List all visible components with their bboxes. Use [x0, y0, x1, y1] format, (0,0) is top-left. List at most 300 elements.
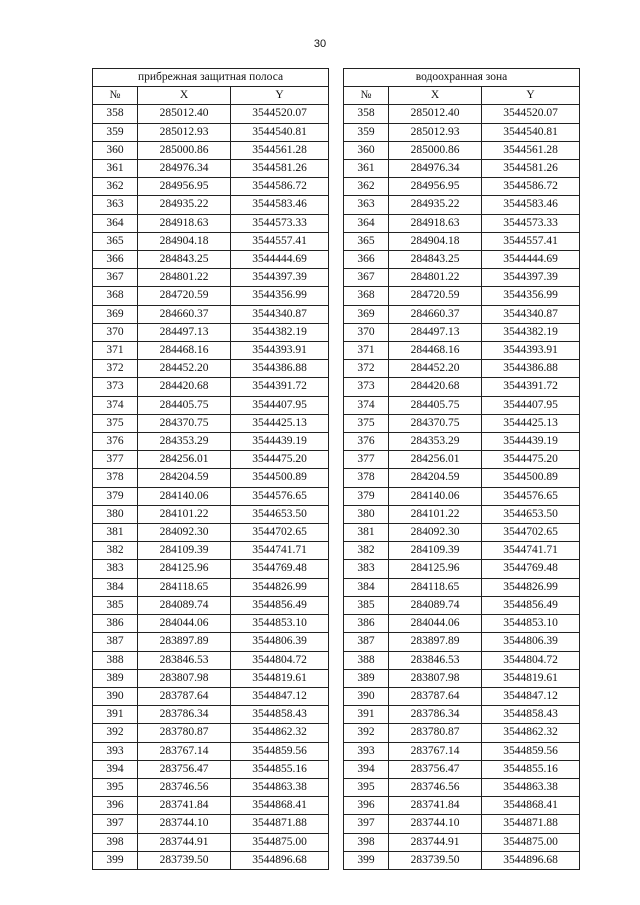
y-coordinate-cell: 3544439.19 [482, 433, 580, 451]
x-coordinate-cell: 283846.53 [138, 651, 231, 669]
y-coordinate-cell: 3544855.16 [482, 760, 580, 778]
table-row [344, 724, 580, 742]
table-row [344, 742, 580, 760]
point-number-cell: 374 [93, 396, 138, 414]
column-header-y: Y [482, 87, 580, 105]
point-number-cell: 381 [344, 524, 389, 542]
y-coordinate-cell: 3544573.33 [231, 214, 329, 232]
point-number-cell: 358 [93, 105, 138, 123]
x-coordinate-cell: 284256.01 [138, 451, 231, 469]
y-coordinate-cell: 3544439.19 [231, 433, 329, 451]
point-number-cell: 372 [93, 360, 138, 378]
y-coordinate-cell: 3544340.87 [231, 305, 329, 323]
y-coordinate-cell: 3544425.13 [482, 414, 580, 432]
table-row [344, 833, 580, 851]
x-coordinate-cell: 283756.47 [389, 760, 482, 778]
x-coordinate-cell: 284935.22 [138, 196, 231, 214]
table-body [344, 105, 580, 870]
y-coordinate-cell: 3544702.65 [482, 524, 580, 542]
point-number-cell: 362 [93, 178, 138, 196]
table-row [93, 323, 329, 341]
table-row [344, 323, 580, 341]
y-coordinate-cell: 3544500.89 [482, 469, 580, 487]
point-number-cell: 398 [93, 833, 138, 851]
table-row [93, 305, 329, 323]
y-coordinate-cell: 3544540.81 [482, 123, 580, 141]
column-header-x: X [389, 87, 482, 105]
x-coordinate-cell: 284101.22 [138, 505, 231, 523]
x-coordinate-cell: 285000.86 [138, 141, 231, 159]
point-number-cell: 359 [344, 123, 389, 141]
point-number-cell: 371 [344, 342, 389, 360]
point-number-cell: 367 [344, 269, 389, 287]
table-row [344, 542, 580, 560]
table-title: прибрежная защитная полоса [93, 69, 329, 87]
table-row [93, 851, 329, 869]
table-row [344, 214, 580, 232]
table-row [93, 687, 329, 705]
x-coordinate-cell: 283780.87 [138, 724, 231, 742]
y-coordinate-cell: 3544856.49 [482, 596, 580, 614]
table-row [93, 833, 329, 851]
point-number-cell: 392 [344, 724, 389, 742]
point-number-cell: 379 [93, 487, 138, 505]
point-number-cell: 366 [344, 251, 389, 269]
y-coordinate-cell: 3544741.71 [482, 542, 580, 560]
y-coordinate-cell: 3544819.61 [231, 669, 329, 687]
table-row [93, 414, 329, 432]
y-coordinate-cell: 3544859.56 [231, 742, 329, 760]
y-coordinate-cell: 3544561.28 [482, 141, 580, 159]
table-row [344, 633, 580, 651]
point-number-cell: 393 [93, 742, 138, 760]
point-number-cell: 360 [344, 141, 389, 159]
y-coordinate-cell: 3544855.16 [231, 760, 329, 778]
y-coordinate-cell: 3544397.39 [231, 269, 329, 287]
y-coordinate-cell: 3544397.39 [482, 269, 580, 287]
x-coordinate-cell: 284405.75 [389, 396, 482, 414]
y-coordinate-cell: 3544386.88 [482, 360, 580, 378]
y-coordinate-cell: 3544386.88 [231, 360, 329, 378]
point-number-cell: 365 [93, 232, 138, 250]
point-number-cell: 387 [344, 633, 389, 651]
point-number-cell: 391 [93, 706, 138, 724]
x-coordinate-cell: 284405.75 [138, 396, 231, 414]
water-protection-zone-table [343, 68, 580, 870]
point-number-cell: 392 [93, 724, 138, 742]
table-row [93, 396, 329, 414]
y-coordinate-cell: 3544557.41 [231, 232, 329, 250]
point-number-cell: 362 [344, 178, 389, 196]
point-number-cell: 368 [93, 287, 138, 305]
x-coordinate-cell: 283807.98 [389, 669, 482, 687]
x-coordinate-cell: 283744.10 [389, 815, 482, 833]
table-row [93, 214, 329, 232]
y-coordinate-cell: 3544586.72 [231, 178, 329, 196]
table-row [93, 287, 329, 305]
table-row [344, 451, 580, 469]
y-coordinate-cell: 3544856.49 [231, 596, 329, 614]
table-row [93, 778, 329, 796]
point-number-cell: 372 [344, 360, 389, 378]
table-row [93, 141, 329, 159]
x-coordinate-cell: 284843.25 [138, 251, 231, 269]
column-header-number: № [344, 87, 389, 105]
table-row [344, 524, 580, 542]
x-coordinate-cell: 283786.34 [389, 706, 482, 724]
table-row [93, 378, 329, 396]
table-row [93, 196, 329, 214]
table-row [93, 560, 329, 578]
y-coordinate-cell: 3544500.89 [231, 469, 329, 487]
table-row [93, 360, 329, 378]
x-coordinate-cell: 284976.34 [389, 160, 482, 178]
y-coordinate-cell: 3544868.41 [231, 797, 329, 815]
y-coordinate-cell: 3544583.46 [482, 196, 580, 214]
x-coordinate-cell: 283744.91 [138, 833, 231, 851]
y-coordinate-cell: 3544806.39 [482, 633, 580, 651]
x-coordinate-cell: 283739.50 [138, 851, 231, 869]
page-number: 30 [313, 38, 327, 50]
point-number-cell: 387 [93, 633, 138, 651]
table-row [344, 360, 580, 378]
y-coordinate-cell: 3544862.32 [482, 724, 580, 742]
table-row [93, 487, 329, 505]
x-coordinate-cell: 284125.96 [138, 560, 231, 578]
x-coordinate-cell: 284118.65 [138, 578, 231, 596]
y-coordinate-cell: 3544847.12 [482, 687, 580, 705]
table-row [344, 778, 580, 796]
point-number-cell: 363 [344, 196, 389, 214]
point-number-cell: 389 [93, 669, 138, 687]
table-row [93, 105, 329, 123]
table-row [344, 706, 580, 724]
x-coordinate-cell: 284092.30 [138, 524, 231, 542]
x-coordinate-cell: 283746.56 [138, 778, 231, 796]
point-number-cell: 381 [93, 524, 138, 542]
table-row [344, 305, 580, 323]
table-row [93, 815, 329, 833]
table-row [344, 160, 580, 178]
y-coordinate-cell: 3544391.72 [482, 378, 580, 396]
y-coordinate-cell: 3544853.10 [482, 615, 580, 633]
x-coordinate-cell: 284420.68 [138, 378, 231, 396]
x-coordinate-cell: 284353.29 [138, 433, 231, 451]
point-number-cell: 384 [93, 578, 138, 596]
column-header-number: № [93, 87, 138, 105]
x-coordinate-cell: 285012.40 [138, 105, 231, 123]
point-number-cell: 361 [93, 160, 138, 178]
x-coordinate-cell: 285000.86 [389, 141, 482, 159]
point-number-cell: 380 [344, 505, 389, 523]
x-coordinate-cell: 285012.93 [138, 123, 231, 141]
y-coordinate-cell: 3544561.28 [231, 141, 329, 159]
y-coordinate-cell: 3544804.72 [482, 651, 580, 669]
point-number-cell: 364 [93, 214, 138, 232]
y-coordinate-cell: 3544520.07 [231, 105, 329, 123]
table-row [93, 615, 329, 633]
x-coordinate-cell: 284843.25 [389, 251, 482, 269]
point-number-cell: 379 [344, 487, 389, 505]
point-number-cell: 385 [93, 596, 138, 614]
point-number-cell: 378 [344, 469, 389, 487]
point-number-cell: 373 [93, 378, 138, 396]
table-row [344, 396, 580, 414]
y-coordinate-cell: 3544896.68 [231, 851, 329, 869]
x-coordinate-cell: 284935.22 [389, 196, 482, 214]
table-row [93, 542, 329, 560]
y-coordinate-cell: 3544425.13 [231, 414, 329, 432]
x-coordinate-cell: 284044.06 [138, 615, 231, 633]
point-number-cell: 394 [93, 760, 138, 778]
point-number-cell: 370 [93, 323, 138, 341]
point-number-cell: 388 [344, 651, 389, 669]
y-coordinate-cell: 3544769.48 [482, 560, 580, 578]
x-coordinate-cell: 284452.20 [389, 360, 482, 378]
table-row [93, 232, 329, 250]
table-row [344, 196, 580, 214]
x-coordinate-cell: 284720.59 [389, 287, 482, 305]
x-coordinate-cell: 284801.22 [389, 269, 482, 287]
table-row [344, 178, 580, 196]
table-row [344, 851, 580, 869]
x-coordinate-cell: 284976.34 [138, 160, 231, 178]
point-number-cell: 358 [344, 105, 389, 123]
y-coordinate-cell: 3544520.07 [482, 105, 580, 123]
table-row [344, 269, 580, 287]
table-row [344, 760, 580, 778]
table-row [344, 232, 580, 250]
table-row [344, 505, 580, 523]
y-coordinate-cell: 3544393.91 [231, 342, 329, 360]
point-number-cell: 371 [93, 342, 138, 360]
point-number-cell: 386 [344, 615, 389, 633]
x-coordinate-cell: 284109.39 [389, 542, 482, 560]
table-row [93, 160, 329, 178]
x-coordinate-cell: 283741.84 [138, 797, 231, 815]
point-number-cell: 389 [344, 669, 389, 687]
table-row [93, 797, 329, 815]
table-row [344, 596, 580, 614]
y-coordinate-cell: 3544573.33 [482, 214, 580, 232]
point-number-cell: 368 [344, 287, 389, 305]
table-row [93, 178, 329, 196]
table-row [93, 633, 329, 651]
x-coordinate-cell: 284956.95 [138, 178, 231, 196]
point-number-cell: 397 [93, 815, 138, 833]
x-coordinate-cell: 283744.10 [138, 815, 231, 833]
x-coordinate-cell: 284956.95 [389, 178, 482, 196]
y-coordinate-cell: 3544858.43 [482, 706, 580, 724]
point-number-cell: 390 [93, 687, 138, 705]
x-coordinate-cell: 283897.89 [389, 633, 482, 651]
x-coordinate-cell: 284468.16 [138, 342, 231, 360]
x-coordinate-cell: 284118.65 [389, 578, 482, 596]
x-coordinate-cell: 283846.53 [389, 651, 482, 669]
table-row [344, 378, 580, 396]
point-number-cell: 375 [93, 414, 138, 432]
y-coordinate-cell: 3544653.50 [231, 505, 329, 523]
table-row [344, 560, 580, 578]
point-number-cell: 398 [344, 833, 389, 851]
table-row [93, 596, 329, 614]
x-coordinate-cell: 284904.18 [138, 232, 231, 250]
x-coordinate-cell: 285012.93 [389, 123, 482, 141]
y-coordinate-cell: 3544868.41 [482, 797, 580, 815]
point-number-cell: 377 [344, 451, 389, 469]
table-row [344, 123, 580, 141]
point-number-cell: 388 [93, 651, 138, 669]
point-number-cell: 382 [93, 542, 138, 560]
y-coordinate-cell: 3544819.61 [482, 669, 580, 687]
x-coordinate-cell: 283787.64 [138, 687, 231, 705]
point-number-cell: 385 [344, 596, 389, 614]
y-coordinate-cell: 3544858.43 [231, 706, 329, 724]
table-row [93, 724, 329, 742]
table-row [344, 687, 580, 705]
y-coordinate-cell: 3544444.69 [482, 251, 580, 269]
y-coordinate-cell: 3544847.12 [231, 687, 329, 705]
y-coordinate-cell: 3544875.00 [231, 833, 329, 851]
point-number-cell: 360 [93, 141, 138, 159]
point-number-cell: 399 [93, 851, 138, 869]
point-number-cell: 376 [344, 433, 389, 451]
point-number-cell: 393 [344, 742, 389, 760]
x-coordinate-cell: 284720.59 [138, 287, 231, 305]
table-row [344, 342, 580, 360]
x-coordinate-cell: 284497.13 [138, 323, 231, 341]
point-number-cell: 386 [93, 615, 138, 633]
x-coordinate-cell: 284904.18 [389, 232, 482, 250]
y-coordinate-cell: 3544586.72 [482, 178, 580, 196]
x-coordinate-cell: 284204.59 [389, 469, 482, 487]
y-coordinate-cell: 3544407.95 [231, 396, 329, 414]
table-row [344, 487, 580, 505]
y-coordinate-cell: 3544896.68 [482, 851, 580, 869]
y-coordinate-cell: 3544806.39 [231, 633, 329, 651]
point-number-cell: 383 [93, 560, 138, 578]
y-coordinate-cell: 3544475.20 [482, 451, 580, 469]
coastal-protection-strip-table [92, 68, 329, 870]
y-coordinate-cell: 3544702.65 [231, 524, 329, 542]
table-row [344, 815, 580, 833]
table-title: водоохранная зона [344, 69, 580, 87]
y-coordinate-cell: 3544581.26 [482, 160, 580, 178]
table-row [344, 105, 580, 123]
table-row [93, 433, 329, 451]
x-coordinate-cell: 284370.75 [389, 414, 482, 432]
table-row [93, 123, 329, 141]
x-coordinate-cell: 284918.63 [389, 214, 482, 232]
point-number-cell: 394 [344, 760, 389, 778]
y-coordinate-cell: 3544769.48 [231, 560, 329, 578]
table-row [93, 451, 329, 469]
point-number-cell: 384 [344, 578, 389, 596]
table-row [344, 615, 580, 633]
table-row [344, 287, 580, 305]
point-number-cell: 380 [93, 505, 138, 523]
y-coordinate-cell: 3544382.19 [482, 323, 580, 341]
x-coordinate-cell: 283744.91 [389, 833, 482, 851]
y-coordinate-cell: 3544826.99 [231, 578, 329, 596]
table-row [93, 578, 329, 596]
x-coordinate-cell: 284140.06 [138, 487, 231, 505]
table-row [93, 469, 329, 487]
point-number-cell: 374 [344, 396, 389, 414]
point-number-cell: 399 [344, 851, 389, 869]
table-row [93, 269, 329, 287]
y-coordinate-cell: 3544382.19 [231, 323, 329, 341]
x-coordinate-cell: 285012.40 [389, 105, 482, 123]
point-number-cell: 396 [344, 797, 389, 815]
y-coordinate-cell: 3544871.88 [482, 815, 580, 833]
x-coordinate-cell: 284801.22 [138, 269, 231, 287]
point-number-cell: 369 [93, 305, 138, 323]
point-number-cell: 367 [93, 269, 138, 287]
point-number-cell: 397 [344, 815, 389, 833]
point-number-cell: 382 [344, 542, 389, 560]
point-number-cell: 364 [344, 214, 389, 232]
point-number-cell: 361 [344, 160, 389, 178]
table-row [93, 505, 329, 523]
x-coordinate-cell: 284140.06 [389, 487, 482, 505]
x-coordinate-cell: 284660.37 [138, 305, 231, 323]
y-coordinate-cell: 3544581.26 [231, 160, 329, 178]
x-coordinate-cell: 283787.64 [389, 687, 482, 705]
table-row [344, 414, 580, 432]
y-coordinate-cell: 3544576.65 [231, 487, 329, 505]
y-coordinate-cell: 3544862.32 [231, 724, 329, 742]
y-coordinate-cell: 3544444.69 [231, 251, 329, 269]
point-number-cell: 376 [93, 433, 138, 451]
column-header-x: X [138, 87, 231, 105]
table-row [93, 524, 329, 542]
x-coordinate-cell: 284204.59 [138, 469, 231, 487]
y-coordinate-cell: 3544863.38 [482, 778, 580, 796]
point-number-cell: 365 [344, 232, 389, 250]
point-number-cell: 378 [93, 469, 138, 487]
x-coordinate-cell: 283786.34 [138, 706, 231, 724]
y-coordinate-cell: 3544340.87 [482, 305, 580, 323]
column-header-y: Y [231, 87, 329, 105]
table-row [93, 760, 329, 778]
point-number-cell: 391 [344, 706, 389, 724]
x-coordinate-cell: 284256.01 [389, 451, 482, 469]
x-coordinate-cell: 284918.63 [138, 214, 231, 232]
point-number-cell: 370 [344, 323, 389, 341]
point-number-cell: 359 [93, 123, 138, 141]
x-coordinate-cell: 284101.22 [389, 505, 482, 523]
y-coordinate-cell: 3544391.72 [231, 378, 329, 396]
point-number-cell: 363 [93, 196, 138, 214]
x-coordinate-cell: 283756.47 [138, 760, 231, 778]
table-row [344, 651, 580, 669]
x-coordinate-cell: 284370.75 [138, 414, 231, 432]
y-coordinate-cell: 3544583.46 [231, 196, 329, 214]
y-coordinate-cell: 3544393.91 [482, 342, 580, 360]
x-coordinate-cell: 284420.68 [389, 378, 482, 396]
x-coordinate-cell: 283741.84 [389, 797, 482, 815]
x-coordinate-cell: 283780.87 [389, 724, 482, 742]
y-coordinate-cell: 3544826.99 [482, 578, 580, 596]
x-coordinate-cell: 283746.56 [389, 778, 482, 796]
y-coordinate-cell: 3544356.99 [231, 287, 329, 305]
y-coordinate-cell: 3544875.00 [482, 833, 580, 851]
y-coordinate-cell: 3544741.71 [231, 542, 329, 560]
x-coordinate-cell: 284089.74 [389, 596, 482, 614]
x-coordinate-cell: 284497.13 [389, 323, 482, 341]
y-coordinate-cell: 3544863.38 [231, 778, 329, 796]
